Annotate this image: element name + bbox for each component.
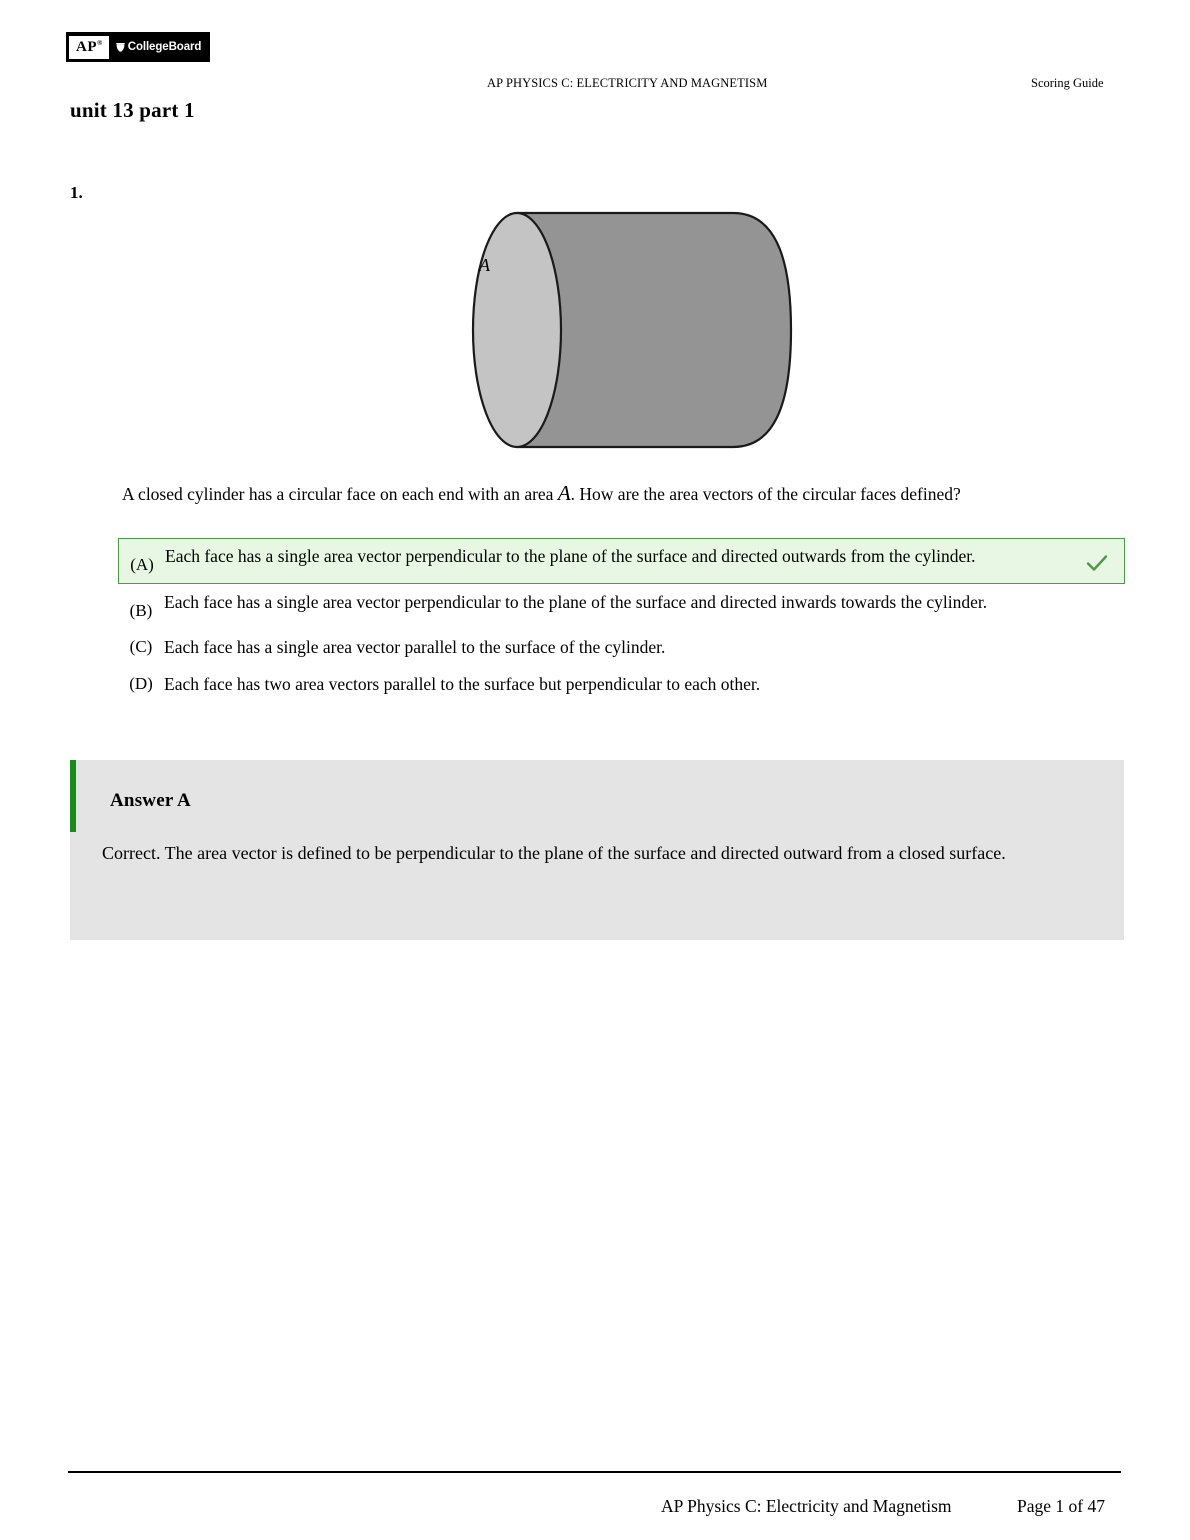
option-c-letter: (C): [129, 637, 153, 657]
figure-area-label: A: [479, 255, 490, 275]
check-icon: [1084, 550, 1110, 576]
option-b-text: Each face has a single area vector perpendicular to the plane of the surface and directed inwards towards the cylinder.: [164, 592, 988, 613]
ap-logo-mark: AP®: [69, 36, 109, 59]
footer-page-number: Page 1 of 47: [1017, 1496, 1105, 1516]
option-d[interactable]: [118, 666, 1125, 703]
option-d-letter: (D): [129, 674, 153, 694]
option-a[interactable]: [118, 538, 1125, 584]
footer-divider: [68, 1471, 1121, 1473]
acorn-icon: [116, 42, 125, 52]
page-title: unit 13 part 1: [70, 98, 195, 122]
answer-heading: Answer A: [110, 790, 191, 811]
question-stem-part1: A closed cylinder has a circular face on each end with an area: [122, 484, 558, 504]
option-c-text: Each face has a single area vector parallel to the surface of the cylinder.: [164, 637, 666, 658]
ap-collegeboard-logo: [66, 32, 210, 62]
option-a-text: Each face has a single area vector perpendicular to the plane of the surface and directed outwards from the cylinder.: [165, 546, 976, 566]
cylinder-diagram: [443, 205, 803, 455]
answer-options-list: [118, 538, 1125, 704]
answer-explanation-box: [70, 760, 1124, 940]
cylinder-figure: [443, 205, 803, 455]
option-b[interactable]: [118, 584, 1125, 629]
header-course-title: AP PHYSICS C: ELECTRICITY AND MAGNETISM: [487, 76, 768, 90]
answer-explanation-text: Correct. The area vector is defined to be perpendicular to the plane of the surface and directed outward from a closed surface.: [102, 843, 1006, 863]
question-number: 1.: [70, 183, 83, 202]
option-d-text: Each face has two area vectors parallel to the surface but perpendicular to each other.: [164, 674, 761, 695]
option-c[interactable]: [118, 629, 1125, 666]
answer-accent-bar: [70, 760, 76, 832]
collegeboard-text: CollegeBoard: [127, 41, 202, 53]
footer-course-name: AP Physics C: Electricity and Magnetism: [661, 1496, 952, 1516]
question-stem-variable: A: [557, 481, 571, 505]
option-a-letter: (A): [130, 555, 154, 574]
option-b-letter: (B): [129, 601, 153, 621]
collegeboard-wordmark: [116, 41, 202, 53]
page-header: [0, 30, 1190, 90]
header-document-type: Scoring Guide: [1031, 76, 1104, 90]
question-stem: [122, 480, 1082, 508]
question-stem-part2: . How are the area vectors of the circular faces defined?: [570, 484, 961, 504]
